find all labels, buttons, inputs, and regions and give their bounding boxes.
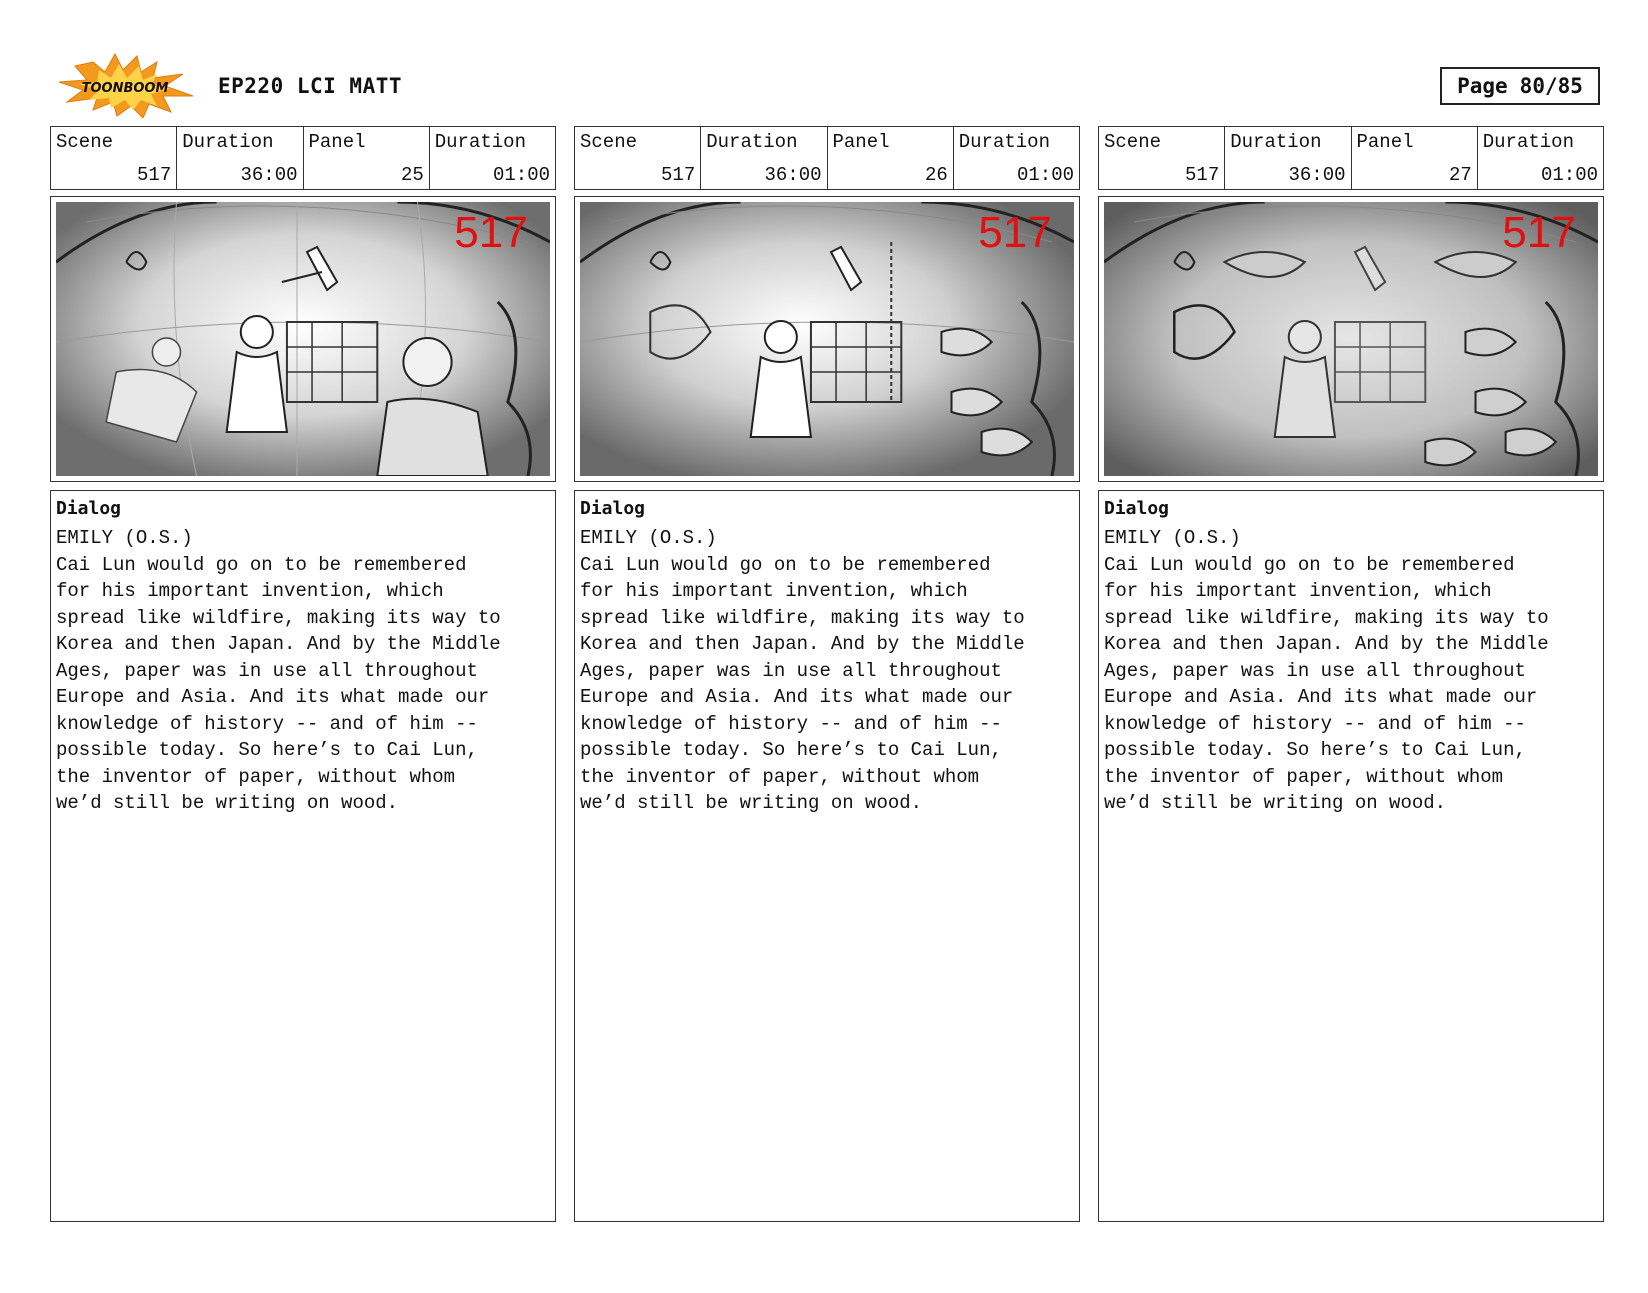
scene-duration-cell	[177, 127, 303, 189]
dialog-box	[50, 490, 556, 1222]
scene-duration-cell	[701, 127, 827, 189]
scene-duration-label: Duration	[182, 131, 274, 153]
page-label: Page	[1457, 74, 1508, 98]
page-number: 80/85	[1519, 74, 1583, 98]
panel-duration-value: 01:00	[1540, 164, 1598, 186]
dialog-label: Dialog	[580, 498, 646, 519]
scene-cell	[575, 127, 701, 189]
dialog-text: EMILY (O.S.) Cai Lun would go on to be remembered for his important invention, which spread like wildfire, making its way to Korea and then Japan. And by the Middle Ages, paper was in use all throughout Europe and Asia. And its what made our knowledge of history -- and of him -- possible today. So here’s to Cai Lun, the inventor of paper, without whom we’d still be writing on wood.	[1104, 527, 1549, 814]
frame-number: 517	[454, 208, 528, 257]
panel-duration-cell	[954, 127, 1079, 189]
toonboom-logo	[53, 52, 198, 118]
storyboard-sketch	[56, 202, 550, 476]
dialog-text: EMILY (O.S.) Cai Lun would go on to be remembered for his important invention, which spread like wildfire, making its way to Korea and then Japan. And by the Middle Ages, paper was in use all throughout Europe and Asia. And its what made our knowledge of history -- and of him -- possible today. So here’s to Cai Lun, the inventor of paper, without whom we’d still be writing on wood.	[56, 527, 501, 814]
scene-duration-label: Duration	[1230, 131, 1322, 153]
dialog-label: Dialog	[56, 498, 122, 519]
panel-info-row	[574, 126, 1080, 190]
scene-label: Scene	[1104, 131, 1162, 153]
panel-cell	[1352, 127, 1478, 189]
scene-label: Scene	[56, 131, 114, 153]
storyboard-frame	[50, 196, 556, 482]
panel-cell	[304, 127, 430, 189]
storyboard-panel-27	[1098, 126, 1604, 1222]
panel-duration-value: 01:00	[1016, 164, 1074, 186]
panel-label: Panel	[832, 131, 890, 153]
dialog-box	[1098, 490, 1604, 1222]
scene-value: 517	[661, 164, 696, 186]
storyboard-sketch	[580, 202, 1074, 476]
panel-duration-value: 01:00	[492, 164, 550, 186]
episode-title: EP220 LCI MATT	[218, 74, 403, 98]
panel-duration-cell	[1478, 127, 1603, 189]
scene-duration-value: 36:00	[240, 164, 298, 186]
scene-cell	[1099, 127, 1225, 189]
scene-duration-value: 36:00	[1288, 164, 1346, 186]
panel-duration-cell	[430, 127, 555, 189]
panel-cell	[828, 127, 954, 189]
dialog-text: EMILY (O.S.) Cai Lun would go on to be remembered for his important invention, which spread like wildfire, making its way to Korea and then Japan. And by the Middle Ages, paper was in use all throughout Europe and Asia. And its what made our knowledge of history -- and of him -- possible today. So here’s to Cai Lun, the inventor of paper, without whom we’d still be writing on wood.	[580, 527, 1025, 814]
frame-number: 517	[978, 208, 1052, 257]
logo-text: TOONBOOM	[81, 81, 169, 96]
panel-duration-label: Duration	[958, 131, 1050, 153]
panel-duration-label: Duration	[434, 131, 526, 153]
panel-info-row	[1098, 126, 1604, 190]
storyboard-panel-26	[574, 126, 1080, 1222]
panel-duration-label: Duration	[1482, 131, 1574, 153]
panel-value: 27	[1448, 164, 1472, 186]
panel-label: Panel	[1356, 131, 1414, 153]
storyboard-frame	[574, 196, 1080, 482]
frame-number: 517	[1502, 208, 1576, 257]
dialog-box	[574, 490, 1080, 1222]
panel-label: Panel	[308, 131, 366, 153]
scene-value: 517	[137, 164, 172, 186]
scene-duration-value: 36:00	[764, 164, 822, 186]
panel-value: 26	[924, 164, 948, 186]
storyboard-frame	[1098, 196, 1604, 482]
scene-duration-label: Duration	[706, 131, 798, 153]
scene-duration-cell	[1225, 127, 1351, 189]
scene-label: Scene	[580, 131, 638, 153]
storyboard-sketch	[1104, 202, 1598, 476]
scene-value: 517	[1185, 164, 1220, 186]
panel-value: 25	[400, 164, 424, 186]
panel-info-row	[50, 126, 556, 190]
storyboard-panel-25	[50, 126, 556, 1222]
page-indicator	[1440, 67, 1600, 105]
scene-cell	[51, 127, 177, 189]
dialog-label: Dialog	[1104, 498, 1170, 519]
